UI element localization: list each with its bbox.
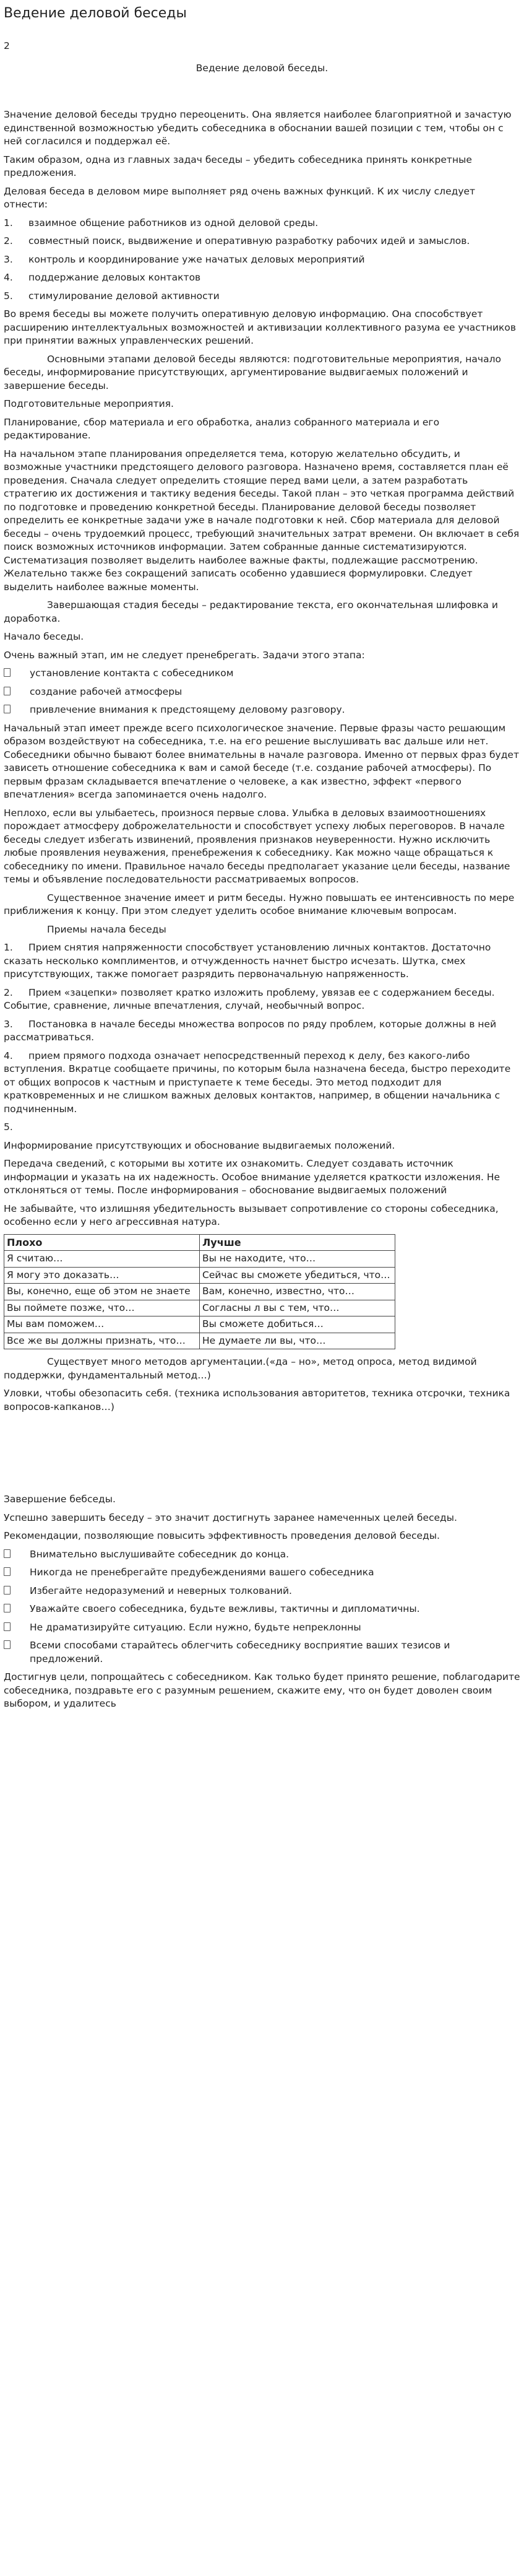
list-item-text: Прием «зацепки» позволяет кратко изложить проблему, увязав ее с содержанием беседы. Событие, сравнение, личные впечатления, случай, необычный вопрос. xyxy=(4,986,495,1011)
bullet-glyph-icon xyxy=(4,1548,30,1562)
list-item xyxy=(4,986,520,1013)
comparison-table xyxy=(4,1234,395,1350)
bullet-item xyxy=(4,1621,520,1635)
list-item xyxy=(4,1121,520,1134)
bullet-item-text: Избегайте недоразумений и неверных толкований. xyxy=(30,1585,292,1596)
bullet-glyph-icon xyxy=(4,667,30,681)
table-header-row xyxy=(4,1234,395,1251)
paragraph: Завершение бебседы. xyxy=(4,1494,116,1505)
table-header-cell: Лучше xyxy=(200,1234,395,1251)
list-item xyxy=(4,941,520,981)
table-cell: Вам, конечно, известно, что… xyxy=(200,1284,395,1300)
bullet-glyph-icon xyxy=(4,1621,30,1635)
table-cell: Вы сможете добиться… xyxy=(200,1316,395,1333)
list-item xyxy=(4,253,520,267)
recommendations-list xyxy=(4,1548,520,1666)
paragraph: Успешно завершить беседу – это значит достигнуть заранее намеченных целей беседы. xyxy=(4,1512,457,1523)
bullet-glyph-icon xyxy=(4,1585,30,1598)
list-item-text: совместный поиск, выдвижение и оперативную разработку рабочих идей и замыслов. xyxy=(28,235,470,246)
section-heading: Ведение деловой беседы. xyxy=(195,62,329,74)
bullet-item xyxy=(4,1566,520,1580)
paragraph: На начальном этапе планирования определяется тема, которую желательно обсудить, и возможные участники предстоящего делового разговора. Назначено время, составляется план её проведения. Сначала следует определить стоящие перед вами цели, а затем разработать стратегию их достижения и тактику ведения беседы. Такой план – это четкая программа действий по подготовке и проведению конкретной беседы. Планирование деловой беседы позволяет определить ее конкретные задачи уже в начале подготовки к ней. Сбор материала для деловой беседы – очень трудоемкий процесс, требующий значительных затрат времени. Он включает в себя поиск возможных источников информации. Затем собранные данные систематизируются. Систематизация позволяет выделить наиболее важные факты, подлежащие рассмотрению. Желательно также без сокращений записать особенно удавшиеся формулировки. Следует выделить наиболее важные моменты. xyxy=(4,448,520,593)
paragraph: Значение деловой беседы трудно переоценить. Она является наиболее благоприятной и зачастую единственной возможностью убедить собеседника в обоснании вашей позиции с тем, чтобы он с ней согласился и поддержал её. xyxy=(4,109,512,147)
paragraph: Таким образом, одна из главных задач беседы – убедить собеседника принять конкретные предложения. xyxy=(4,154,472,178)
list-item xyxy=(4,217,520,230)
paragraph: Во время беседы вы можете получить оперативную деловую информацию. Она способствует расширению интеллектуальных возможностей и активизации коллективного разума ее участников при принятии важных управленческих решений. xyxy=(4,308,517,346)
table-cell: Мы вам поможем… xyxy=(4,1316,200,1333)
list-item-text: Постановка в начале беседы множества вопросов по ряду проблем, которые должны в ней рассматриваться. xyxy=(4,1018,497,1043)
table-row xyxy=(4,1316,395,1333)
paragraph: Существенное значение имеет и ритм беседы. Нужно повышать ее интенсивность по мере приближения к концу. При этом следует уделить особое внимание ключевым вопросам. xyxy=(4,892,515,916)
paragraph: Подготовительные мероприятия. xyxy=(4,398,174,409)
list-item-number: 4. xyxy=(4,1050,13,1061)
list-item-text: Прием снятия напряженности способствует установлению личных контактов. Достаточно сказать несколько комплиментов, и отчужденность начнет быстро исчезать. Шутка, смех присутствующих, также помогает разрядить первоначальную напряженность. xyxy=(4,942,491,980)
paragraph: Начальный этап имеет прежде всего психологическое значение. Первые фразы часто решающим образом воздействуют на собеседника, т.е. на его решение выслушивать вас дальше или нет. Собеседники обычно бывают более внимательны в начале разговора. Именно от первых фраз будет зависеть отношение собеседника к вам и самой беседе (т.е. создание рабочей атмосферы). По первым фразам складывается впечатление о человеке, а как известно, эффект «первого впечатления» всегда запоминается очень надолго. xyxy=(4,722,519,800)
bullet-item xyxy=(4,1639,520,1666)
paragraph: Начало беседы. xyxy=(4,631,84,642)
list-item-number: 5. xyxy=(4,290,13,302)
paragraph: Планирование, сбор материала и его обработка, анализ собранного материала и его редактирование. xyxy=(4,416,440,441)
list-item-text: прием прямого подхода означает непосредственный переход к делу, без какого-либо вступления. Вкратце сообщаете причины, по которым была назначена беседа, быстро переходите от общих вопросов к частным и приступаете к теме беседы. Это метод подходит для кратковременных и не слишком важных деловых контактов, например, в общении начальника с подчиненным. xyxy=(4,1050,511,1115)
table-row xyxy=(4,1267,395,1284)
start-tasks-list xyxy=(4,667,520,717)
bullet-glyph-icon xyxy=(4,1639,30,1666)
bullet-item xyxy=(4,685,520,699)
paragraph: Очень важный этап, им не следует пренебрегать. Задачи этого этапа: xyxy=(4,649,365,661)
list-item-number: 4. xyxy=(4,272,13,283)
bullet-item xyxy=(4,1603,520,1616)
table-row xyxy=(4,1333,395,1349)
list-item-number: 2. xyxy=(4,986,13,998)
bullet-glyph-icon xyxy=(4,1603,30,1616)
bullet-item-text: Уважайте своего собеседника, будьте вежливы, тактичны и дипломатичны. xyxy=(30,1603,420,1614)
bullet-item xyxy=(4,703,520,717)
paragraph: Существует много методов аргументации.(«да – но», метод опроса, метод видимой поддержки, фундаментальный метод…) xyxy=(4,1356,477,1381)
table-row xyxy=(4,1251,395,1268)
list-item xyxy=(4,290,520,303)
table-cell: Сейчас вы сможете убедиться, что… xyxy=(200,1267,395,1284)
bullet-item-text: установление контакта с собеседником xyxy=(30,668,234,679)
table-cell: Не думаете ли вы, что… xyxy=(200,1333,395,1349)
list-item-number: 3. xyxy=(4,1018,13,1030)
paragraph: Деловая беседа в деловом мире выполняет ряд очень важных функций. К их числу следует отнести: xyxy=(4,185,476,210)
list-item-text: взаимное общение работников из одной деловой среды. xyxy=(28,217,319,228)
bullet-item-text: Никогда не пренебрегайте предубеждениями вашего собеседника xyxy=(30,1567,374,1578)
page-number: 2 xyxy=(4,40,10,51)
bullet-item-text: Не драматизируйте ситуацию. Если нужно, будьте непреклонны xyxy=(30,1621,361,1633)
list-item-text: стимулирование деловой активности xyxy=(28,290,220,302)
table-cell: Я могу это доказать… xyxy=(4,1267,200,1284)
bullet-glyph-icon xyxy=(4,1566,30,1580)
paragraph: Достигнув цели, попрощайтесь с собеседником. Как только будет принято решение, поблагодарите собеседника, поздравьте его с разумным решением, скажите ему, что он будет доволен своим выбором, и удалитесь xyxy=(4,1671,520,1709)
list-item-text: контроль и координирование уже начатых деловых мероприятий xyxy=(28,253,365,265)
paragraph: Передача сведений, с которыми вы хотите их ознакомить. Следует создавать источник информации и указать на их надежность. Особое внимание уделяется краткости изложения. Не отклоняться от темы. После информирования – обоснование выдвигаемых положений xyxy=(4,1158,500,1196)
list-item-number: 1. xyxy=(4,942,13,953)
list-item-text: поддержание деловых контактов xyxy=(28,272,201,283)
list-item xyxy=(4,1018,520,1045)
bullet-item-text: привлечение внимания к предстоящему деловому разговору. xyxy=(30,704,345,715)
list-item xyxy=(4,1050,520,1116)
list-item-number: 3. xyxy=(4,253,13,265)
table-cell: Согласны л вы с тем, что… xyxy=(200,1300,395,1316)
list-item-number: 5. xyxy=(4,1121,13,1133)
spacer xyxy=(4,1419,520,1493)
bullet-item-text: создание рабочей атмосферы xyxy=(30,685,183,697)
paragraph: Неплохо, если вы улыбаетесь, произнося первые слова. Улыбка в деловых взаимоотношениях порождает атмосферу доброжелательности и способствует успеху любых переговоров. В начале беседы следует избегать извинений, проявления признаков неуверенности. Нужно исключить любые проявления неуважения, пренебрежения к собеседнику. Как можно чаще обращаться к собеседнику по имени. Правильное начало беседы предполагает указание цели беседы, название темы и объявление последовательности рассматриваемых вопросов. xyxy=(4,807,510,885)
table-row xyxy=(4,1300,395,1316)
bullet-item xyxy=(4,1585,520,1598)
paragraph: Уловки, чтобы обезопасить себя. (техника использования авторитетов, техника отсрочки, техника вопросов-капканов…) xyxy=(4,1388,510,1412)
techniques-list xyxy=(4,941,520,1134)
list-item xyxy=(4,271,520,285)
list-item-number: 2. xyxy=(4,235,13,246)
document-page xyxy=(0,5,524,1728)
bullet-glyph-icon xyxy=(4,703,30,717)
paragraph: Не забывайте, что излишняя убедительность вызывает сопротивление со стороны собеседника, особенно если у него агрессивная натура. xyxy=(4,1203,499,1227)
list-item-number: 1. xyxy=(4,217,13,228)
table-cell: Вы поймете позже, что… xyxy=(4,1300,200,1316)
functions-list xyxy=(4,217,520,303)
paragraph: Завершающая стадия беседы – редактирование текста, его окончательная шлифовка и доработка. xyxy=(4,599,498,624)
table-header-cell: Плохо xyxy=(4,1234,200,1251)
bullet-item-text: Всеми способами старайтесь облегчить собеседнику восприятие ваших тезисов и предложений. xyxy=(30,1640,450,1664)
list-item xyxy=(4,235,520,248)
table-cell: Все же вы должны признать, что… xyxy=(4,1333,200,1349)
bullet-item xyxy=(4,1548,520,1562)
table-cell: Вы, конечно, еще об этом не знаете xyxy=(4,1284,200,1300)
paragraph: Приемы начала беседы xyxy=(47,923,166,935)
paragraph: Информирование присутствующих и обоснование выдвигаемых положений. xyxy=(4,1139,395,1151)
paragraph: Рекомендации, позволяющие повысить эффективность проведения деловой беседы. xyxy=(4,1530,440,1541)
paragraph: Основными этапами деловой беседы являются: подготовительные мероприятия, начало беседы, информирование присутствующих, аргументирование выдвигаемых положений и завершение беседы. xyxy=(4,353,501,391)
document-title: Ведение деловой беседы xyxy=(4,6,187,21)
table-row xyxy=(4,1284,395,1300)
bullet-glyph-icon xyxy=(4,685,30,699)
bullet-item xyxy=(4,667,520,681)
table-cell: Я считаю… xyxy=(4,1251,200,1268)
bullet-item-text: Внимательно выслушивайте собеседник до конца. xyxy=(30,1548,290,1560)
table-cell: Вы не находите, что… xyxy=(200,1251,395,1268)
